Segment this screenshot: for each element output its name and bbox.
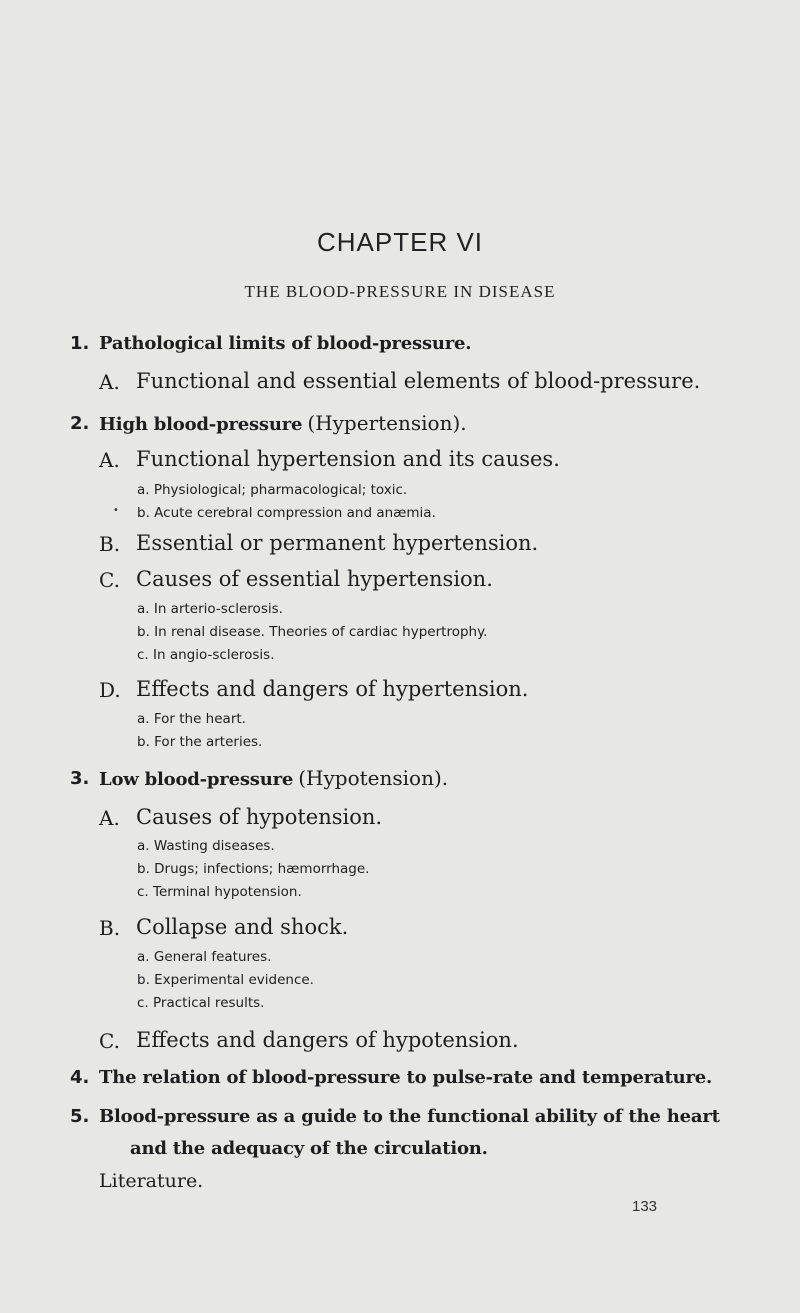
subsection-letter: B. <box>99 916 121 940</box>
list-item: b. Experimental evidence. <box>137 972 314 988</box>
section-title-continuation: and the adequacy of the circulation. <box>130 1138 488 1159</box>
subsection-letter: B. <box>99 532 121 556</box>
subsection-title: Functional hypertension and its causes. <box>136 447 560 471</box>
section-title-bold: High blood-pressure <box>99 414 303 435</box>
subsection-title: Effects and dangers of hypertension. <box>136 677 529 701</box>
section-number: 1. <box>70 333 90 354</box>
subsection-letter: C. <box>99 1029 120 1053</box>
section-title: Pathological limits of blood-pressure. <box>99 333 472 354</box>
list-item: a. General features. <box>137 949 272 965</box>
list-item: c. In angio-sclerosis. <box>137 647 275 663</box>
section-title: Blood-pressure as a guide to the functional ability of the heart <box>99 1106 720 1127</box>
subsection-letter: A. <box>99 806 120 830</box>
list-item: c. Practical results. <box>137 995 265 1011</box>
section-title: The relation of blood-pressure to pulse-rate and temperature. <box>99 1067 713 1088</box>
section-number: 5. <box>70 1106 90 1127</box>
stray-mark: • <box>113 505 119 516</box>
subsection-letter: A. <box>99 370 120 394</box>
list-item: b. In renal disease. Theories of cardiac hypertrophy. <box>137 624 488 640</box>
section-title-bold: Low blood-pressure <box>99 769 294 790</box>
list-item: a. For the heart. <box>137 711 246 727</box>
page-number: 133 <box>632 1198 658 1215</box>
subsection-letter: A. <box>99 448 120 472</box>
subsection-title: Causes of essential hypertension. <box>136 567 493 591</box>
section-number: 3. <box>70 768 90 789</box>
section-title-light: (Hypotension). <box>298 766 449 790</box>
subsection-title: Collapse and shock. <box>136 915 349 939</box>
subsection-title: Functional and essential elements of blood-pressure. <box>136 369 701 393</box>
literature-heading: Literature. <box>99 1170 204 1192</box>
list-item: b. Drugs; infections; hæmorrhage. <box>137 861 370 877</box>
subsection-letter: D. <box>99 678 121 702</box>
section-title-light: (Hypertension). <box>307 411 467 435</box>
section-title <box>99 766 448 790</box>
subsection-title: Essential or permanent hypertension. <box>136 531 539 555</box>
chapter-subtitle: THE BLOOD-PRESSURE IN DISEASE <box>244 282 556 301</box>
subsection-title: Causes of hypotension. <box>136 805 383 829</box>
subsection-letter: C. <box>99 568 120 592</box>
section-number: 2. <box>70 413 90 434</box>
list-item: b. For the arteries. <box>137 734 263 750</box>
subsection-title: Effects and dangers of hypotension. <box>136 1028 519 1052</box>
list-item: c. Terminal hypotension. <box>137 884 302 900</box>
section-title <box>99 411 467 435</box>
list-item: a. In arterio-sclerosis. <box>137 601 283 617</box>
section-number: 4. <box>70 1067 90 1088</box>
list-item: a. Wasting diseases. <box>137 838 275 854</box>
list-item: a. Physiological; pharmacological; toxic. <box>137 482 408 498</box>
chapter-title: CHAPTER VI <box>316 227 484 257</box>
list-item: b. Acute cerebral compression and anæmia. <box>137 505 436 521</box>
